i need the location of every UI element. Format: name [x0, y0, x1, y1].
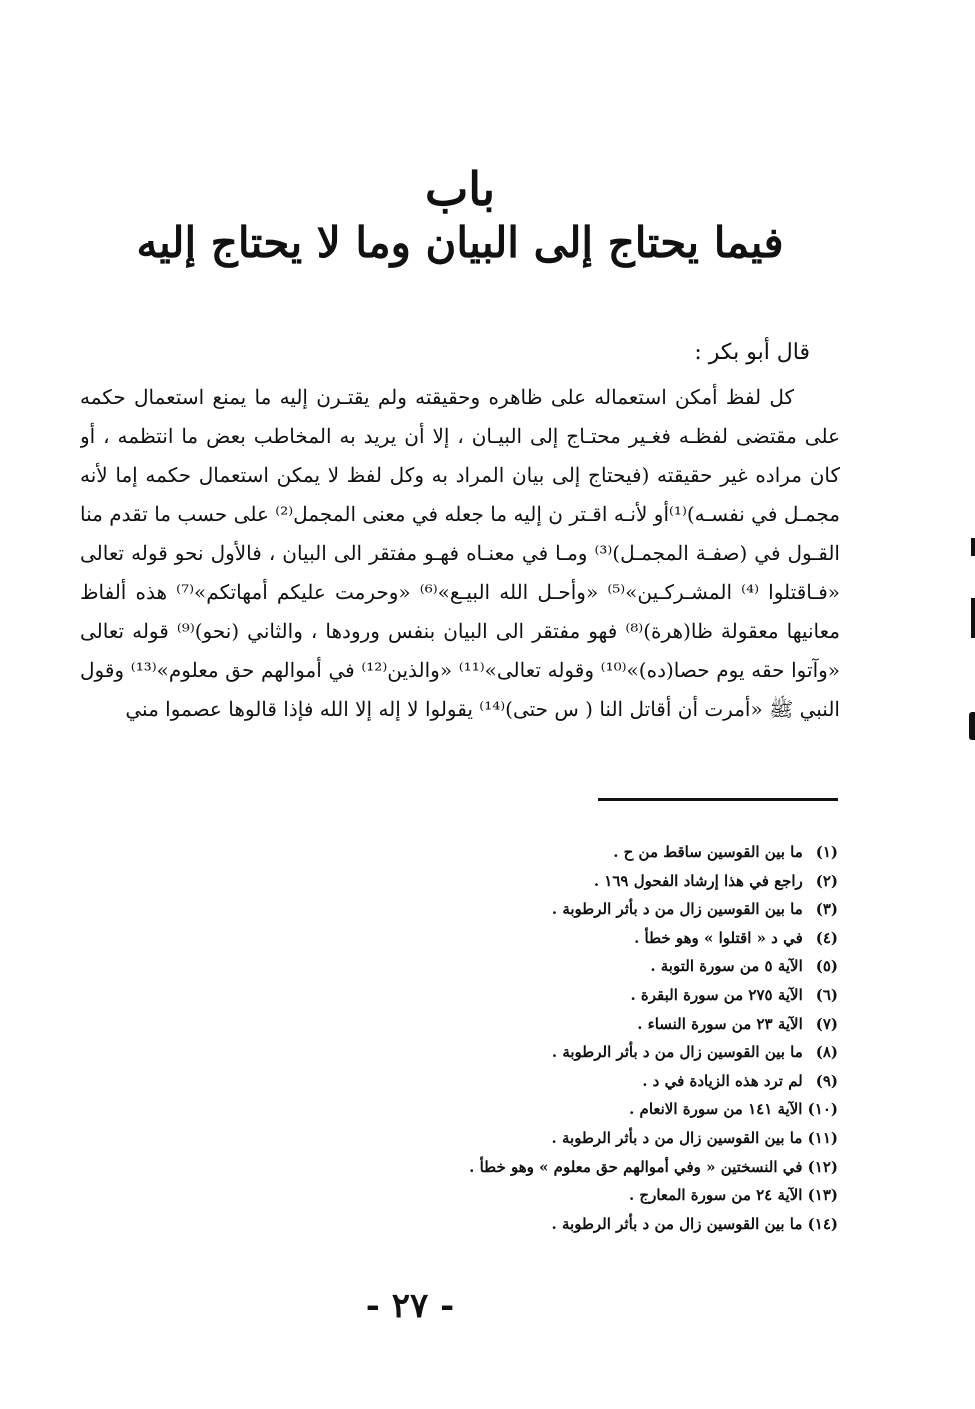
footnote-text: الآية ١٤١ من سورة الانعام .: [629, 1100, 803, 1119]
footnote-item: [408, 981, 838, 1010]
body-line: معانيها معقولة ظا(هرة)⁽⁸⁾ فهو مفتقر الى البيان بنفس ورودها ، والثاني (نحو)⁽⁹⁾ قوله تعالى: [80, 619, 840, 643]
body-line: على مقتضى لفظـه فغـير محتـاج إلى البيـان ، إلا أن يريد به المخاطب بعض ما انتظمه ، أو: [80, 424, 840, 448]
footnote-separator: [598, 798, 838, 801]
body-line: «وآتوا حقه يوم حصا(ده)»⁽¹⁰⁾ وقوله تعالى»⁽¹¹⁾ «والذين⁽¹²⁾ في أموالهم حق معلوم»⁽¹³⁾ وقول: [80, 658, 840, 682]
footnote-item: [408, 1124, 838, 1153]
body-line: القـول في (صفـة المجمـل)⁽³⁾ ومـا في معنـاه فهـو مفتقر الى البيان ، فالأول نحو قوله تعالى: [80, 541, 840, 565]
footnote-number: (١): [815, 843, 838, 861]
footnote-text: الآية ٢٣ من سورة النساء .: [637, 1014, 803, 1033]
footnote-item: [408, 1067, 838, 1096]
footnote-number: (٢): [815, 871, 838, 890]
footnote-item: [408, 1210, 838, 1239]
footnote-number: (٦): [815, 985, 838, 1004]
footnote-number: (١٠): [807, 1100, 838, 1119]
footnote-item: [408, 1095, 838, 1124]
speaker-attribution: قال أبو بكر :: [694, 340, 810, 365]
footnote-number: (١٢): [807, 1157, 838, 1176]
footnote-item: [408, 867, 838, 896]
footnote-number: (٤): [815, 928, 838, 947]
footnote-text: ما بين القوسين ساقط من ح .: [613, 843, 803, 861]
footnote-text: ما بين القوسين زال من د بأثر الرطوبة .: [551, 1214, 803, 1233]
footnote-item: [408, 895, 838, 924]
footnote-text: راجع في هذا إرشاد الفحول ١٦٩ .: [593, 871, 803, 890]
footnote-item: [408, 1153, 838, 1182]
footnote-text: في د « اقتلوا » وهو خطأ .: [634, 928, 803, 947]
footnote-item: [408, 1038, 838, 1067]
footnote-number: (١٤): [807, 1214, 838, 1233]
footnotes-list: [408, 838, 838, 1238]
footnote-number: (٩): [815, 1071, 838, 1090]
binding-edge-mark: [969, 712, 975, 740]
binding-edge-mark: [971, 598, 975, 638]
body-line: كان مراده غير حقيقته (فيحتاج إلى بيان المراد به وكل لفظ لا يمكن استعمال حكمه إما لأنه: [80, 463, 840, 487]
chapter-title: فيما يحتاج إلى البيان وما لا يحتاج إليه: [136, 218, 784, 267]
footnote-number: (١١): [807, 1128, 838, 1147]
footnote-item: [408, 838, 838, 867]
footnote-text: الآية ٥ من سورة التوبة .: [650, 957, 803, 976]
footnote-number: (٧): [815, 1014, 838, 1033]
chapter-label: باب: [424, 162, 496, 216]
body-line: النبي ﷺ «أمرت أن أقاتل النا ( س حتى)⁽¹⁴⁾ يقولوا لا إله إلا الله فإذا قالوها عصموا مني: [125, 697, 840, 721]
footnote-item: [408, 952, 838, 981]
footnote-item: [408, 1010, 838, 1039]
footnote-item: [408, 1181, 838, 1210]
body-paragraph: [80, 378, 840, 729]
footnote-number: (٥): [815, 957, 838, 976]
footnote-text: ما بين القوسين زال من د بأثر الرطوبة .: [551, 1043, 803, 1062]
body-line: «فـاقتلوا ⁽⁴⁾ المشـركـين»⁽⁵⁾ «وأحـل الله البيـع»⁽⁶⁾ «وحرمت عليكم أمهاتكم»⁽⁷⁾ هذه ألفاظ: [80, 580, 840, 604]
footnote-text: في النسختين « وفي أموالهم حق معلوم » وهو خطأ .: [469, 1157, 803, 1176]
footnote-text: ما بين القوسين زال من د بأثر الرطوبة .: [551, 900, 803, 919]
footnote-number: (١٣): [807, 1186, 838, 1205]
binding-edge-mark: [971, 538, 975, 556]
page-number: - ٢٧ -: [365, 1286, 455, 1326]
footnote-text: لم ترد هذه الزيادة في د .: [642, 1071, 803, 1090]
footnote-text: الآية ٢٧٥ من سورة البقرة .: [630, 985, 803, 1004]
footnote-item: [408, 924, 838, 953]
body-line: كل لفظ أمكن استعماله على ظاهره وحقيقته ولم يقتـرن إليه ما يمنع استعمال حكمه: [80, 385, 794, 409]
footnote-text: ما بين القوسين زال من د بأثر الرطوبة .: [551, 1128, 803, 1147]
footnote-number: (٣): [815, 900, 838, 919]
footnote-number: (٨): [815, 1043, 838, 1062]
footnote-text: الآية ٢٤ من سورة المعارج .: [628, 1186, 803, 1205]
body-line: مجمـل في نفسـه)⁽¹⁾أو لأنـه اقـتر ن إليه ما جعله في معنى المجمل⁽²⁾ على حسب ما تقدم منا: [80, 502, 840, 526]
